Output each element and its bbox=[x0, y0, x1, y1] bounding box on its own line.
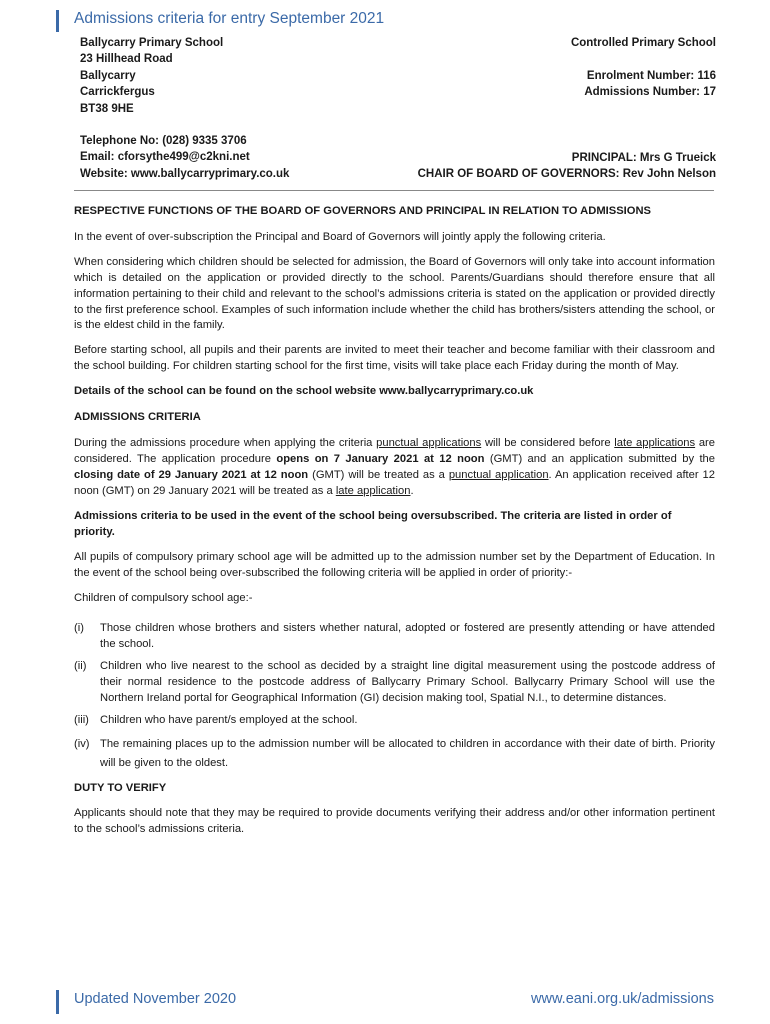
principal: PRINCIPAL: Mrs G Trueick bbox=[571, 151, 716, 164]
text: During the admissions procedure when applying the criteria bbox=[74, 436, 377, 449]
address-line-3: Carrickfergus bbox=[80, 86, 155, 99]
school-type: Controlled Primary School bbox=[570, 37, 716, 49]
criteria-intro-heading: Admissions criteria to be used in the event of the school being oversubscribed. The criteria are listed in order of priority. bbox=[74, 509, 672, 538]
criteria-text: Those children whose brothers and sisters whether natural, adopted or fostered are presently attending or have attended the school. bbox=[100, 622, 715, 651]
school-email: Email: cforsythe499@c2kni.net bbox=[80, 151, 250, 164]
criteria-number: (iv) bbox=[74, 737, 90, 750]
paragraph-children-label: Children of compulsory school age:- bbox=[74, 592, 253, 605]
enrolment-number: Enrolment Number: 116 bbox=[586, 69, 716, 82]
underlined-term: punctual applications bbox=[376, 436, 482, 449]
paragraph-compulsory-age: All pupils of compulsory primary school age will be admitted up to the admission number set by the Department of Education. In the event of the school being over-subscribed the following criteria will be applied in order of priority:- bbox=[74, 551, 715, 580]
criteria-item bbox=[74, 621, 715, 653]
criteria-item bbox=[74, 659, 715, 707]
header-accent-bar bbox=[56, 10, 59, 32]
closing-date: closing date of 29 January 2021 at 12 noon bbox=[74, 468, 309, 481]
paragraph-oversubscription: In the event of over-subscription the Principal and Board of Governors will jointly apply the following criteria. bbox=[74, 230, 606, 243]
underlined-term: late applications bbox=[614, 436, 696, 449]
document-title: Admissions criteria for entry September 2021 bbox=[74, 10, 385, 27]
text: will be considered before bbox=[481, 436, 615, 449]
underlined-term: late application bbox=[335, 484, 411, 497]
text: . An application received after 12 noon (GMT) on 29 January 2021 will be treated as a bbox=[74, 468, 715, 497]
school-contact-block bbox=[80, 35, 289, 182]
criteria-text: Children who have parent/s employed at the school. bbox=[100, 713, 358, 726]
paragraph-visits: Before starting school, all pupils and their parents are invited to meet their teacher and become familiar with their classroom and the school building. For children starting school for the first time, visits will take place each Friday during the month of May. bbox=[74, 344, 715, 373]
school-website[interactable]: Website: www.ballycarryprimary.co.uk bbox=[80, 167, 290, 180]
paragraph-website-details: Details of the school can be found on the school website www.ballycarryprimary.co.uk bbox=[74, 385, 534, 398]
footer-accent-bar bbox=[56, 990, 59, 1014]
paragraph-application-dates bbox=[74, 436, 715, 500]
address-postcode: BT38 9HE bbox=[80, 102, 134, 115]
criteria-text: The remaining places up to the admission number will be allocated to children in accordance with their date of birth. Priority will be given to the oldest. bbox=[100, 737, 715, 769]
criteria-item bbox=[74, 735, 715, 773]
section-heading-admissions-criteria: ADMISSIONS CRITERIA bbox=[74, 411, 201, 424]
address-line-1: 23 Hillhead Road bbox=[80, 53, 173, 66]
school-name: Ballycarry Primary School bbox=[80, 37, 224, 49]
paragraph-verification: Applicants should note that they may be required to provide documents verifying their address and/or other information pertinent to the school’s admissions criteria. bbox=[74, 807, 715, 836]
document-body bbox=[74, 204, 715, 847]
chair-of-governors: CHAIR OF BOARD OF GOVERNORS: Rev John Nelson bbox=[417, 168, 716, 181]
paragraph-information: When considering which children should be selected for admission, the Board of Governors will only take into account information which is detailed on the application or provided directly to the school. Parents/Guardians should therefore ensure that all information pertaining to their child and relevant to the school’s admissions criteria is stated on the application or provided directly to the first preference school. Examples of such information include whether the child has brothers/sisters attending the school, or is the eldest child in the family. bbox=[74, 255, 715, 332]
footer-link[interactable]: www.eani.org.uk/admissions bbox=[531, 991, 714, 1007]
text: (GMT) will be treated as a bbox=[308, 468, 449, 481]
opening-date: opens on 7 January 2021 at 12 noon bbox=[276, 452, 485, 465]
criteria-list bbox=[74, 621, 715, 772]
school-telephone: Telephone No: (028) 9335 3706 bbox=[80, 134, 247, 147]
section-heading-functions: RESPECTIVE FUNCTIONS OF THE BOARD OF GOVERNORS AND PRINCIPAL IN RELATION TO ADMISSIONS bbox=[74, 205, 652, 217]
text: (GMT) and an application submitted by the bbox=[484, 452, 715, 465]
address-line-2: Ballycarry bbox=[80, 69, 136, 82]
criteria-number: (iii) bbox=[74, 713, 89, 726]
text: are considered. The application procedure bbox=[74, 436, 715, 465]
criteria-item bbox=[74, 713, 715, 729]
admissions-number: Admissions Number: 17 bbox=[584, 86, 716, 99]
criteria-text: Children who live nearest to the school as decided by a straight line digital measurement using the postcode address of their normal residence to the postcode address of Ballycarry Primary School. Ballycarry Primary School will use the Northern Ireland portal for Geographical Information (GI) decision making tool, Spatial N.I., to determine distances. bbox=[100, 659, 715, 704]
text: . bbox=[410, 484, 414, 497]
section-heading-duty-to-verify: DUTY TO VERIFY bbox=[74, 781, 167, 794]
criteria-number: (i) bbox=[74, 622, 84, 635]
criteria-number: (ii) bbox=[74, 659, 87, 672]
footer-updated-date: Updated November 2020 bbox=[74, 991, 237, 1007]
school-details-block bbox=[418, 35, 716, 183]
underlined-term: punctual application bbox=[448, 468, 549, 481]
header-divider bbox=[74, 190, 714, 191]
